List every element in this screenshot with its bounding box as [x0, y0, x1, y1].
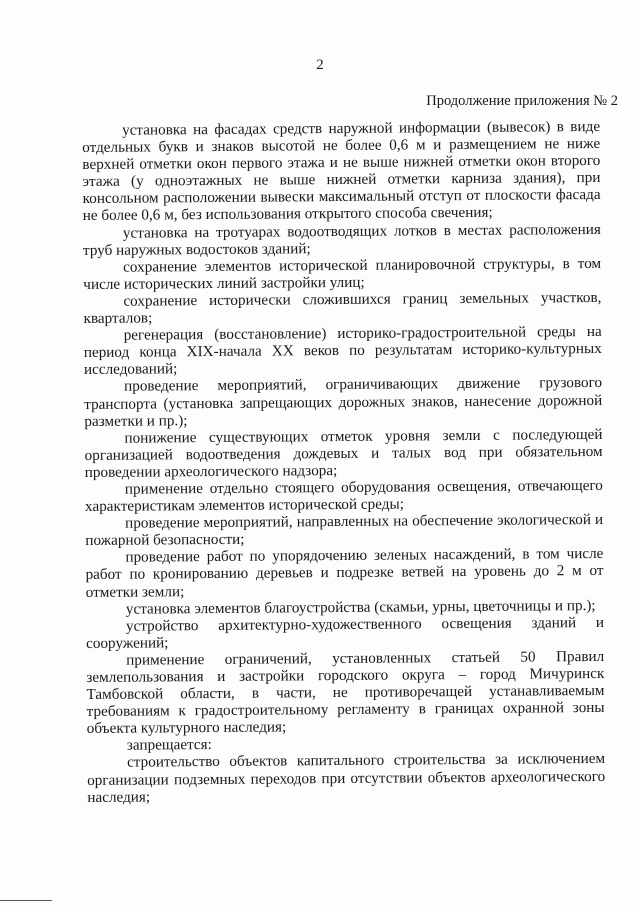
paragraph-capital-construction: строительство объектов капитального строительства за исключением организации подземных переходов при отсутствии объектов археологического наследия; [87, 750, 606, 806]
paragraph-drain-trays: установка на тротуарах водоотводящих лотков в местах расположения труб наружных водостоков зданий; [82, 220, 601, 259]
paragraph-restrictions: применение ограничений, установленных статьей 50 Правил землепользования и застройки городского округа – город Мичуринск Тамбовской области, в части, не противоречащей устанавливаемым требованиям к градостроительному регламенту в границах охранной зоны объекта культурного наследия; [86, 647, 605, 738]
paragraph-plot-boundaries: сохранение исторически сложившихся границ земельных участков, кварталов; [83, 288, 602, 328]
paragraph-ground-level: понижение существующих отметок уровня земли с последующей организацией водоотведения дождевых и талых вод при обязательном проведении археологического надзора; [84, 425, 603, 481]
footer-rule [0, 900, 52, 901]
paragraph-prohibited-heading: запрещается: [126, 736, 212, 755]
document-body [82, 118, 605, 806]
paragraph-lighting-equipment: применение отдельно стоящего оборудования освещения, отвечающего характеристикам элементов исторической среды; [84, 476, 603, 516]
paragraph-regeneration: регенерация (восстановление) историко-градостроительной среды на период конца XIX-начала XX веков по результатам историко-культурных исследований; [83, 323, 602, 379]
paragraph-safety: проведение мероприятий, направленных на обеспечение экологической и пожарной безопасности; [85, 511, 604, 550]
paragraph-freight-traffic: проведение мероприятий, ограничивающих движение грузового транспорта (установка запрещающих дорожных знаков, нанесение дорожной разметки и пр.); [84, 374, 603, 430]
paragraph-signage: установка на фасадах средств наружной информации (вывесок) в виде отдельных букв и знаков высотой не более 0,6 м и размещением не ниже верхней отметки окон первого этажа и не выше нижней отметки окон второго этажа (у одноэтажных не выше нижней отметки карниза здания), при консольном расположении вывески максимальный отступ от плоскости фасада не более 0,6 м, без использования открытого способа свечения; [82, 117, 601, 225]
paragraph-architectural-lighting: устройство архитектурно-художественного освещения зданий и сооружений; [86, 613, 605, 652]
page-number: 2 [316, 57, 324, 73]
paragraph-improvement-elements: установка элементов благоустройства (скамьи, урны, цветочницы и пр.); [125, 596, 596, 618]
appendix-label: Продолжение приложения № 2 [426, 93, 618, 109]
paragraph-green-spaces: проведение работ по упорядочению зеленых насаждений, в том числе работ по кронированию деревьев и подрезке ветвей на уровень до 2 м от отметки земли; [85, 545, 604, 601]
paragraph-planning-structure: сохранение элементов исторической планировочной структуры, в том числе исторических линий застройки улиц; [83, 254, 602, 293]
